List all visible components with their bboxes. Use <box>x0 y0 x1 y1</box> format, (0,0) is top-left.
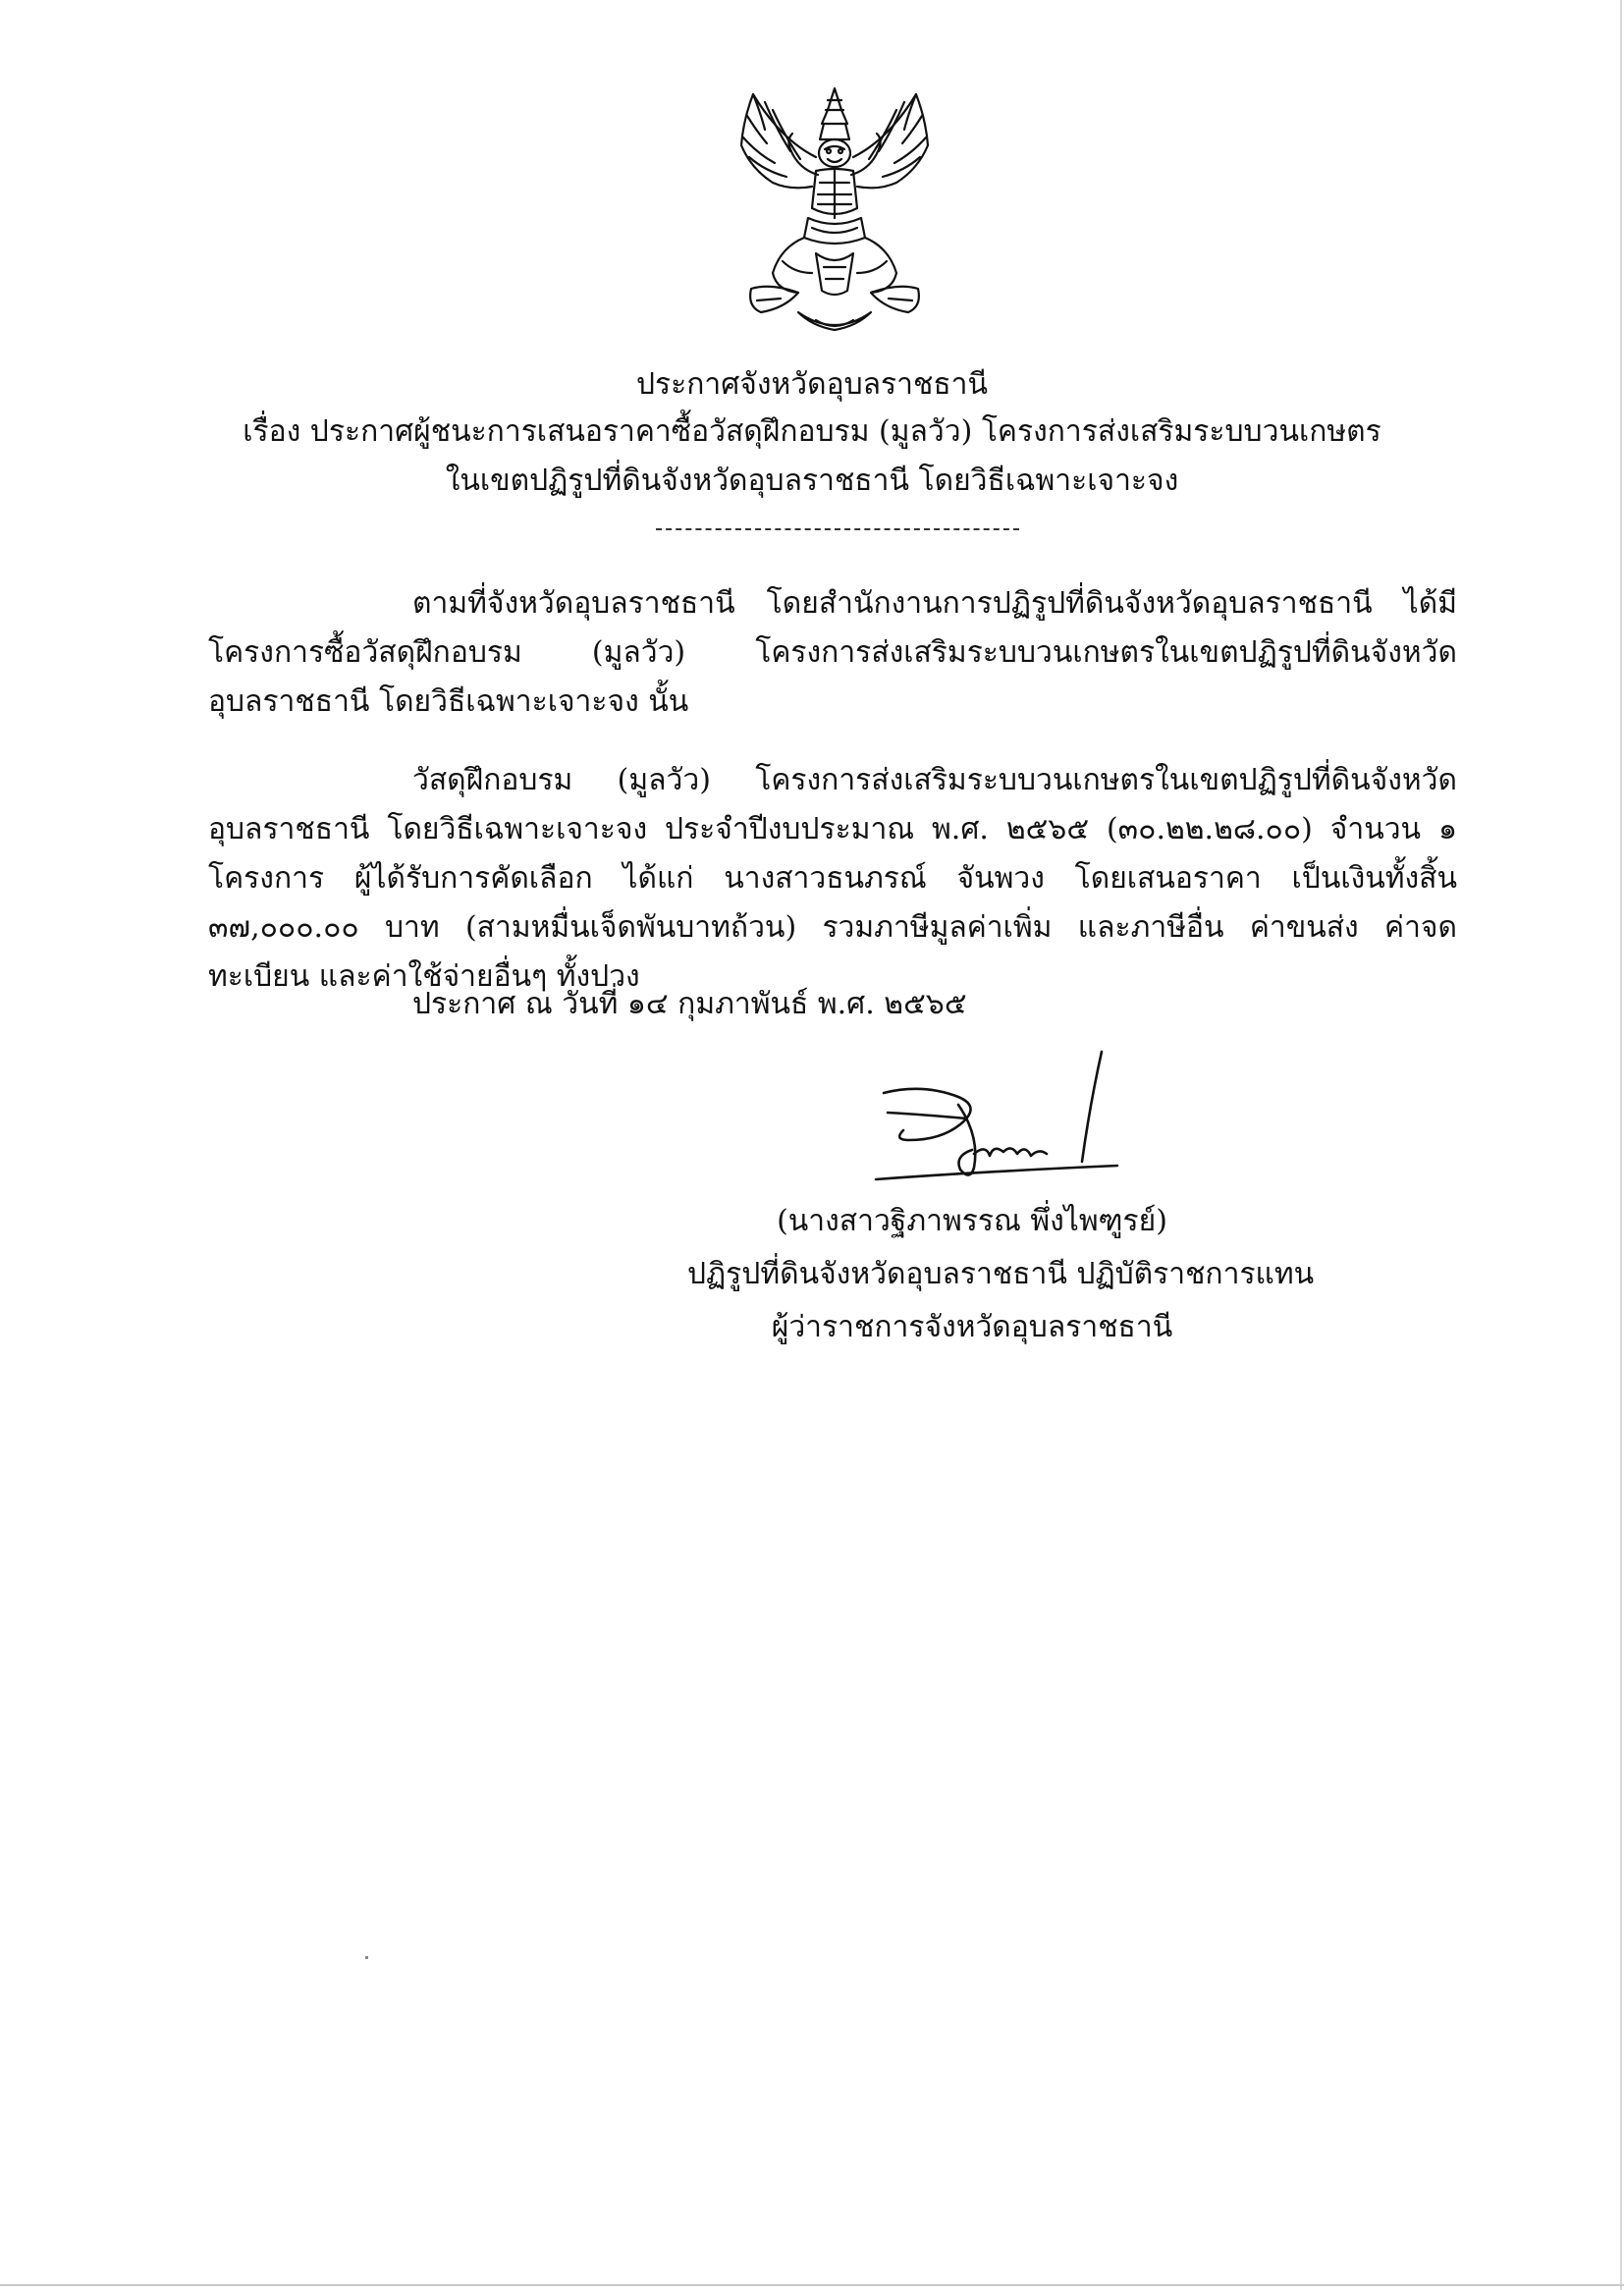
scan-edge-bottom <box>0 2284 1624 2286</box>
signer-position-line-1: ปฏิรูปที่ดินจังหวัดอุบลราชธานี ปฏิบัติราชการแทน <box>687 1257 1315 1291</box>
subject-line-2: ในเขตปฏิรูปที่ดินจังหวัดอุบลราชธานี โดยวิธีเฉพาะเจาะจง <box>445 463 1179 498</box>
body-paragraph-2: วัสดุฝึกอบรม (มูลวัว) โครงการส่งเสริมระบบวนเกษตรในเขตปฏิรูปที่ดินจังหวัดอุบลราชธานี โดยวิธีเฉพาะเจาะจง ประจำปีงบประมาณ พ.ศ. ๒๕๖๕ (๓๐.๒๒.๒๘.๐๐) จำนวน ๑ โครงการ ผู้ได้รับการคัดเลือก ได้แก่ นางสาวธนภรณ์ จันพวง โดยเสนอราคา เป็นเงินทั้งสิ้น ๓๗,๐๐๐.๐๐ บาท (สามหมื่นเจ็ดพันบาทถ้วน) รวมภาษีมูลค่าเพิ่ม และภาษีอื่น ค่าขนส่ง ค่าจดทะเบียน และค่าใช้จ่ายอื่นๆ ทั้งปวง <box>208 763 1457 994</box>
body-paragraph-1: ตามที่จังหวัดอุบลราชธานี โดยสำนักงานการปฏิรูปที่ดินจังหวัดอุบลราชธานี ได้มีโครงการซื้อวัสดุฝึกอบรม (มูลวัว) โครงการส่งเสริมระบบวนเกษตรในเขตปฏิรูปที่ดินจังหวัดอุบลราชธานี โดยวิธีเฉพาะเจาะจง นั้น <box>208 586 1457 719</box>
garuda-emblem-icon <box>722 81 947 344</box>
signer-name: (นางสาวฐิภาพรรณ พึ่งไพฑูรย์) <box>777 1204 1167 1238</box>
scan-edge-right <box>1620 0 1622 2290</box>
handwritten-signature-icon <box>864 1046 1119 1213</box>
dashed-divider <box>656 528 1019 530</box>
scan-speck <box>365 1956 368 1959</box>
subject-line-1: เรื่อง ประกาศผู้ชนะการเสนอราคาซื้อวัสดุฝึกอบรม (มูลวัว) โครงการส่งเสริมระบบวนเกษตร <box>243 414 1381 449</box>
issuer-title: ประกาศจังหวัดอุบลราชธานี <box>635 367 989 402</box>
signer-position-line-2: ผู้ว่าราชการจังหวัดอุบลราชธานี <box>771 1310 1173 1344</box>
announcement-date: ประกาศ ณ วันที่ ๑๔ กุมภาพันธ์ พ.ศ. ๒๕๖๕ <box>412 987 967 1021</box>
